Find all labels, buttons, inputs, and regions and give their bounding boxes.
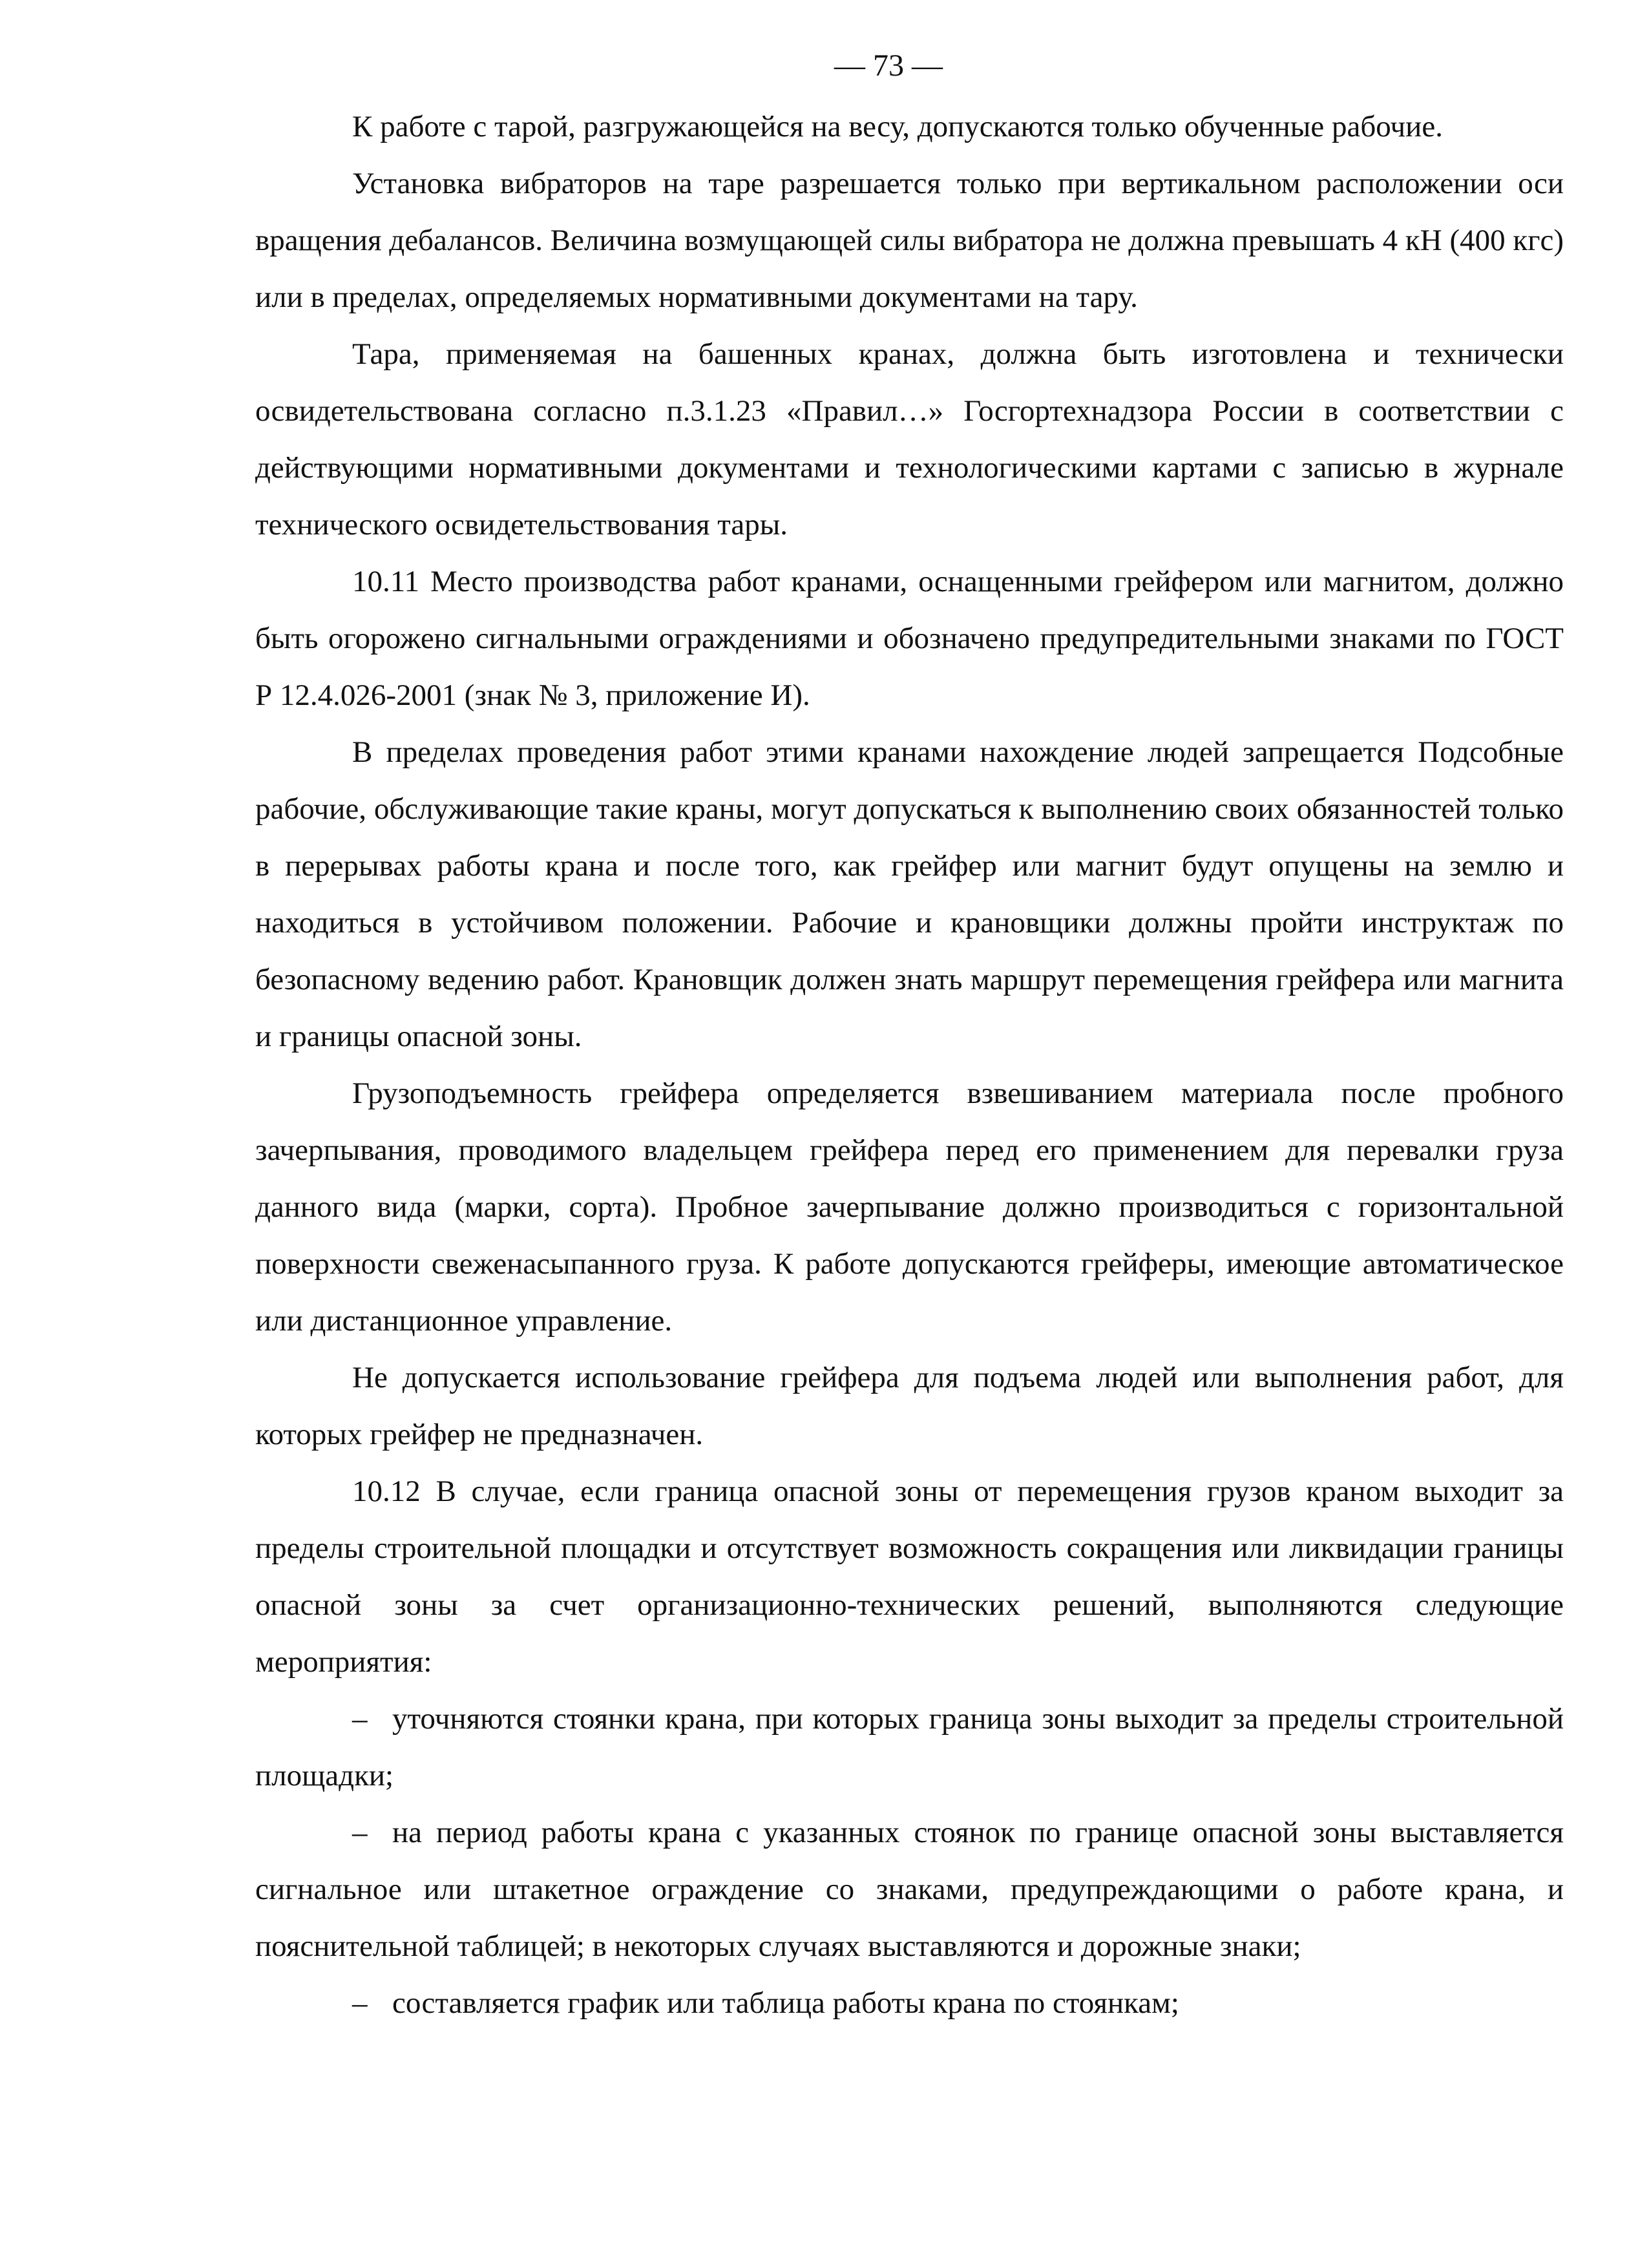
dash-bullet: – <box>352 1816 368 1849</box>
paragraph: К работе с тарой, разгружающейся на весу, допускаются только обученные рабочие. <box>352 110 1443 143</box>
list-item <box>255 1975 1564 2032</box>
paragraph: Установка вибраторов на таре разрешается только при вертикальном расположении оси вращения дебалансов. Величина возмущающей силы вибратора не должна превышать 4 кН (400 кгс) или в пределах, определяемых нормативными документами на тару. <box>255 167 1564 314</box>
paragraph: 10.11 Место производства работ кранами, оснащенными грейфером или магнитом, должно быть огорожено сигнальными ограждениями и обозначено предупредительными знаками по ГОСТ Р 12.4.026-2001 (знак № 3, приложение И). <box>255 565 1564 712</box>
list-item-text: на период работы крана с указанных стоянок по границе опасной зоны выставляется сигнальное или штакетное ограждение со знаками, предупреждающими о работе крана, и пояснительной таблицей; в некоторых случаях выставляются и дорожные знаки; <box>255 1816 1564 1963</box>
document-body <box>255 98 1564 2032</box>
paragraph: 10.12 В случае, если граница опасной зоны от перемещения грузов краном выходит за пределы строительной площадки и отсутствует возможность сокращения или ликвидации границы опасной зоны за счет организационно-технических решений, выполняются следующие мероприятия: <box>255 1475 1564 1679</box>
list-item <box>255 1690 1564 1804</box>
paragraph: В пределах проведения работ этими кранами нахождение людей запрещается Подсобные рабочие, обслуживающие такие краны, могут допускаться к выполнению своих обязанностей только в перерывах работы крана и после того, как грейфер или магнит будут опущены на землю и находиться в устойчивом положении. Рабочие и крановщики должны пройти инструктаж по безопасному ведению работ. Крановщик должен знать маршрут перемещения грейфера или магнита и границы опасной зоны. <box>255 735 1564 1053</box>
dash-bullet: – <box>352 1702 368 1736</box>
dash-bullet: – <box>352 1986 368 2020</box>
list-item-text: уточняются стоянки крана, при которых граница зоны выходит за пределы строительной площадки; <box>255 1702 1564 1792</box>
list-item-text: составляется график или таблица работы крана по стоянкам; <box>392 1986 1179 2020</box>
paragraph: Не допускается использование грейфера для подъема людей или выполнения работ, для которых грейфер не предназначен. <box>255 1361 1564 1451</box>
paragraph: Грузоподъемность грейфера определяется взвешиванием материала после пробного зачерпывания, проводимого владельцем грейфера перед его применением для перевалки груза данного вида (марки, сорта). Пробное зачерпывание должно производиться с горизонтальной поверхности свеженасыпанного груза. К работе допускаются грейферы, имеющие автоматическое или дистанционное управление. <box>255 1076 1564 1338</box>
page-number: — 73 — <box>834 48 943 83</box>
paragraph: Тара, применяемая на башенных кранах, должна быть изготовлена и технически освидетельствована согласно п.3.1.23 «Правил…» Госгортехнадзора России в соответствии с действующими нормативными документами и технологическими картами с записью в журнале технического освидетельствования тары. <box>255 337 1564 541</box>
list-item <box>255 1804 1564 1975</box>
